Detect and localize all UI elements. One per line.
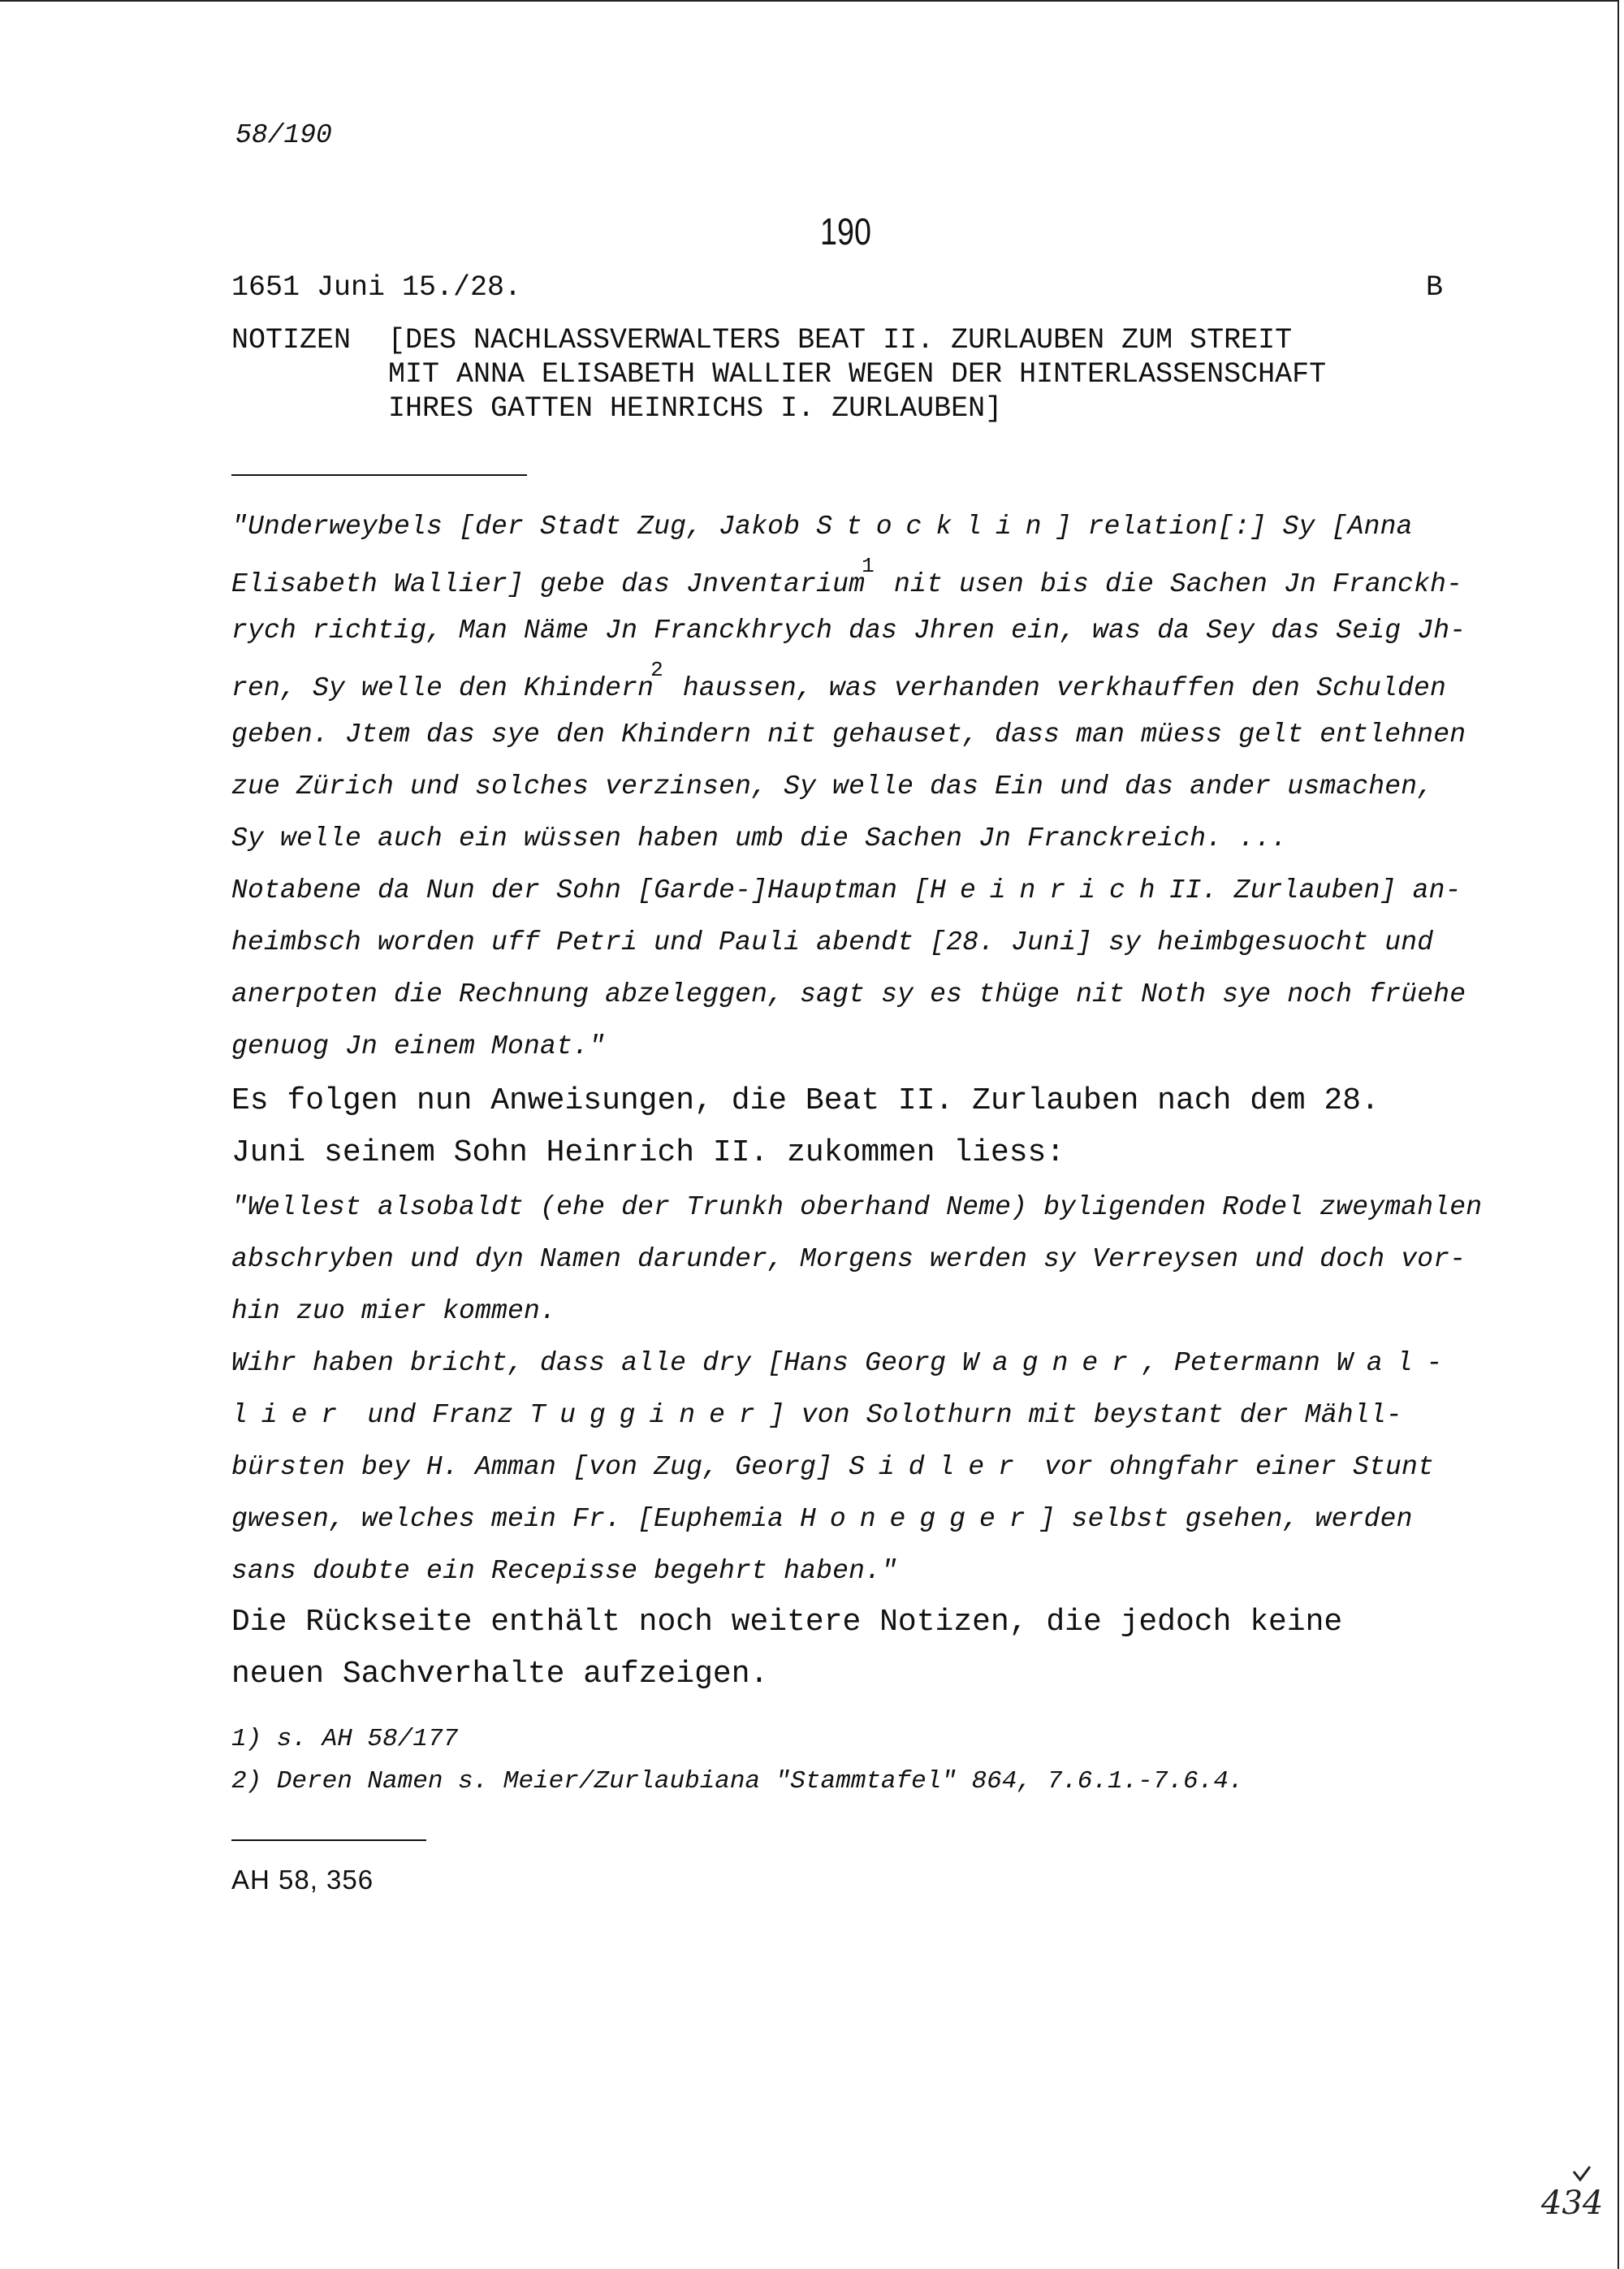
quote2-line: gwesen, welches mein Fr. [Euphemia Honegger] selbst gsehen, werden bbox=[231, 1504, 1413, 1534]
quote2-line: "Wellest alsobaldt (ehe der Trunkh oberhand Neme) byligenden Rodel zweymahlen bbox=[231, 1192, 1483, 1222]
paragraph-line: Juni seinem Sohn Heinrich II. zukommen liess: bbox=[231, 1135, 1065, 1170]
page-number: 190 bbox=[820, 210, 871, 253]
quote2-line: abschryben und dyn Namen darunder, Morgens werden sy Verreysen und doch vor- bbox=[231, 1244, 1466, 1274]
document-date: 1651 Juni 15./28. bbox=[231, 271, 522, 304]
heading-divider bbox=[231, 474, 527, 476]
footnote-marker: 2 bbox=[650, 658, 663, 682]
footnote-2: 2) Deren Namen s. Meier/Zurlaubiana "Stammtafel" 864, 7.6.1.-7.6.4. bbox=[231, 1767, 1244, 1796]
quote1-line: Notabene da Nun der Sohn [Garde-]Hauptman [HeinrichII. Zurlauben] an- bbox=[231, 875, 1462, 905]
quote2-line: sans doubte ein Recepisse begehrt haben." bbox=[231, 1556, 898, 1586]
quote1-line: genuog Jn einem Monat." bbox=[231, 1031, 606, 1061]
footnote-marker: 1 bbox=[862, 554, 875, 578]
quote1-line: Elisabeth Wallier] gebe das Jnventarium$^1$ nit usen bis die Sachen Jn Franckh- bbox=[231, 554, 1463, 599]
heading-line-2: MIT ANNA ELISABETH WALLIER WEGEN DER HINTERLASSENSCHAFT bbox=[388, 358, 1327, 391]
quote1-line: Sy welle auch ein wüssen haben umb die Sachen Jn Franckreich. ... bbox=[231, 823, 1288, 854]
archive-reference: AH 58, 356 bbox=[231, 1865, 374, 1895]
handwritten-number-text: 434 bbox=[1541, 2185, 1604, 2222]
quote1-line: zue Zürich und solches verzinsen, Sy welle das Ein und das ander usmachen, bbox=[231, 771, 1434, 802]
heading-line-1a: NOTIZEN bbox=[231, 324, 352, 357]
quote1-line: anerpoten die Rechnung abzeleggen, sagt sy es thüge nit Noth sye noch früehe bbox=[231, 979, 1466, 1009]
document-mark: B bbox=[1426, 271, 1444, 304]
quote2-line: Wihr haben bricht, dass alle dry [Hans Georg Wagner, Petermann Wal- bbox=[231, 1348, 1457, 1378]
quote1-line: ren, Sy welle den Khindern$^2$ haussen, was verhanden verkhauffen den Schulden bbox=[231, 658, 1447, 703]
document-signature: 58/190 bbox=[235, 120, 332, 150]
handwritten-number bbox=[1541, 2185, 1603, 2222]
quote2-line: hin zuo mier kommen. bbox=[231, 1296, 557, 1326]
quote1-line: rych richtig, Man Näme Jn Franckhrych das Jhren ein, was da Sey das Seig Jh- bbox=[231, 616, 1466, 646]
checkmark-icon bbox=[1569, 2163, 1618, 2188]
footer-divider bbox=[231, 1839, 426, 1841]
footnote-1: 1) s. AH 58/177 bbox=[231, 1725, 459, 1753]
paragraph-line: Es folgen nun Anweisungen, die Beat II. Zurlauben nach dem 28. bbox=[231, 1083, 1380, 1118]
paragraph-line: neuen Sachverhalte aufzeigen. bbox=[231, 1657, 769, 1692]
heading-line-1b: [DES NACHLASSVERWALTERS BEAT II. ZURLAUBEN ZUM STREIT bbox=[388, 324, 1293, 357]
quote1-line: "Underweybels [der Stadt Zug, Jakob Stocklin] relation[:] Sy [Anna bbox=[231, 512, 1413, 542]
quote1-line: geben. Jtem das sye den Khindern nit gehauset, dass man müess gelt entlehnen bbox=[231, 720, 1466, 750]
paragraph-line: Die Rückseite enthält noch weitere Notizen, die jedoch keine bbox=[231, 1605, 1343, 1640]
quote1-line: heimbsch worden uff Petri und Pauli abendt [28. Juni] sy heimbgesuocht und bbox=[231, 927, 1434, 957]
quote2-line: lier und Franz Tugginer] von Solothurn mit beystant der Mähll- bbox=[231, 1400, 1402, 1430]
quote2-line: bürsten bey H. Amman [von Zug, Georg] Sidler vor ohngfahr einer Stunt bbox=[231, 1452, 1435, 1482]
heading-line-3: IHRES GATTEN HEINRICHS I. ZURLAUBEN] bbox=[388, 392, 1003, 425]
